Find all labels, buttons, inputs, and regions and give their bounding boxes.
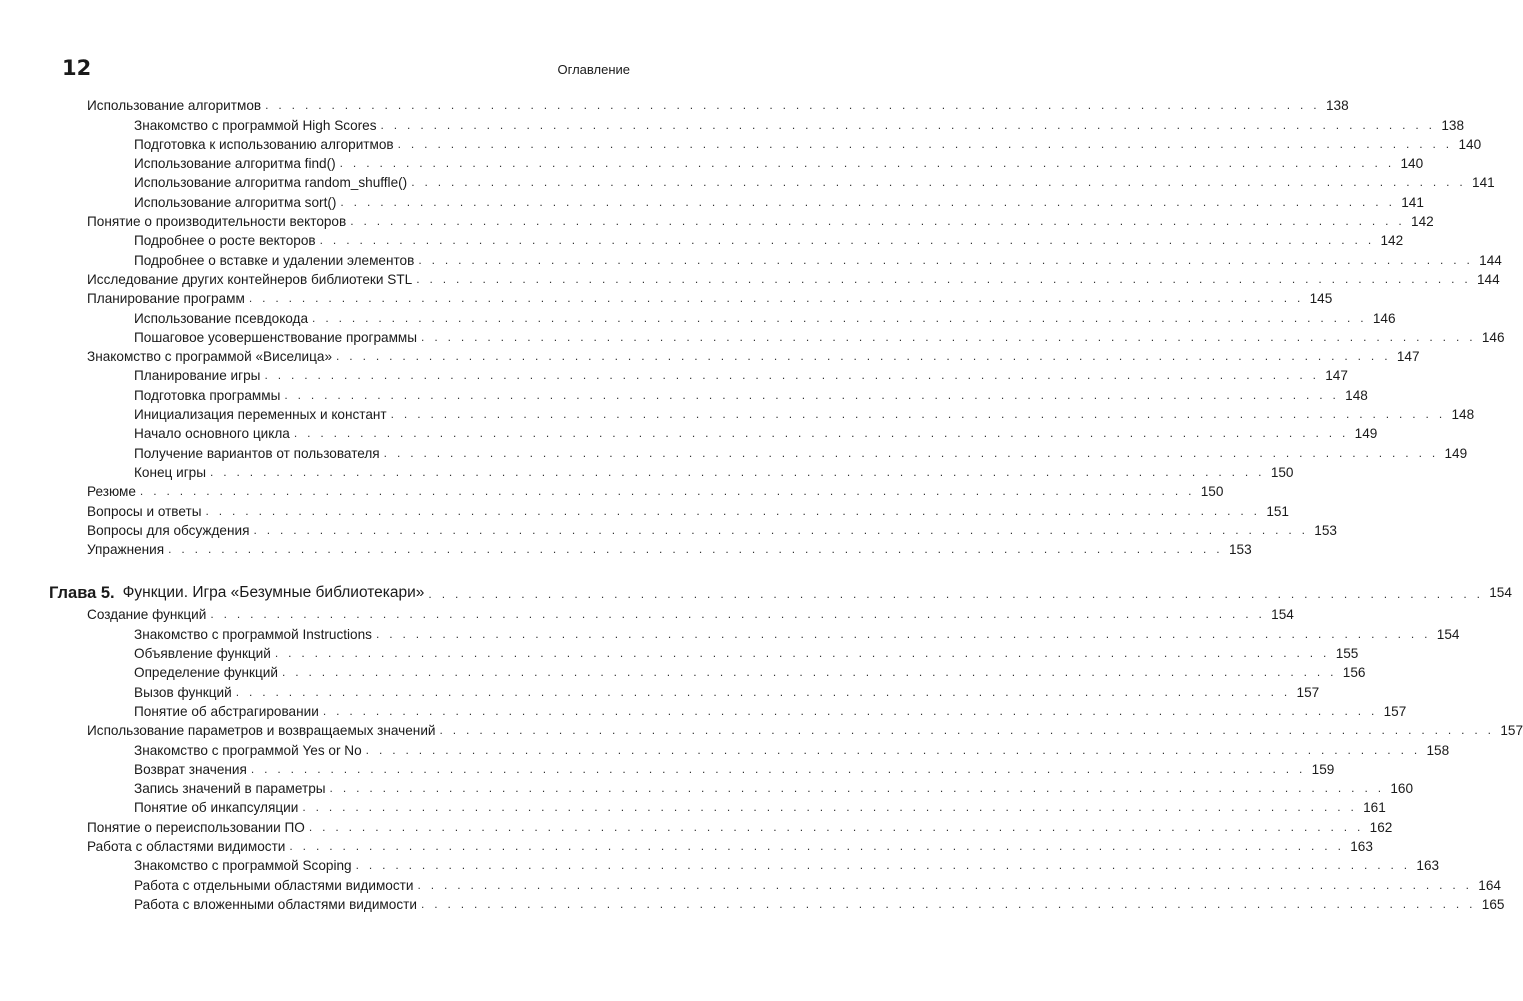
toc-entry-title: Пошаговое усовершенствование программы [134,329,418,345]
dot-leader: . . . . . . . . . . . . . . . . . . . . . . . . . . . . . . . . . . . . . . . . . . . . . . . . . . . . . . . . . . . . . . . . . . . . . . . . . . . . . . . . [375,626,1431,641]
toc-entry-page: 142 [1380,233,1404,249]
chapter-page: 154 [1489,585,1512,601]
toc-entry-page: 146 [1372,310,1396,326]
dot-leader: . . . . . . . . . . . . . . . . . . . . . . . . . . . . . . . . . . . . . . . . . . . . . . . . . . . . . . . . . . . . . . . . . . . . . . . . . . . . . . . . [439,723,1495,738]
table-of-contents [0,96,1523,914]
toc-entry-title: Понятие о производительности векторов [87,214,347,230]
toc-entry[interactable] [0,779,1414,798]
dot-leader: . . . . . . . . . . . . . . . . . . . . . . . . . . . . . . . . . . . . . . . . . . . . . . . . . . . . . . . . . . . . . . . . . . . . . . . . . . . . . . . . [139,484,1195,499]
toc-entry[interactable] [0,482,1224,501]
toc-entry-title: Возврат значения [134,761,247,777]
dot-leader: . . . . . . . . . . . . . . . . . . . . . . . . . . . . . . . . . . . . . . . . . . . . . . . . . . . . . . . . . . . . . . . . . . . . . . . . . . . . . . . . [418,252,1474,267]
dot-leader: . . . . . . . . . . . . . . . . . . . . . . . . . . . . . . . . . . . . . . . . . . . . . . . . . . . . . . . . . . . . . . . . . . . . . . . . . . . . . . . . [329,781,1385,796]
toc-entry[interactable] [0,895,1505,914]
toc-entry-page: 154 [1271,607,1294,623]
dot-leader: . . . . . . . . . . . . . . . . . . . . . . . . . . . . . . . . . . . . . . . . . . . . . . . . . . . . . . . . . . . . . . . . . . . . . . . . . . . . . . . . [281,665,1337,680]
toc-entry[interactable] [0,424,1378,443]
dot-leader: . . . . . . . . . . . . . . . . . . . . . . . . . . . . . . . . . . . . . . . . . . . . . . . . . . . . . . . . . . . . . . . . . . . . . . . . . . . . . . . . [365,742,1421,757]
dot-leader: . . . . . . . . . . . . . . . . . . . . . . . . . . . . . . . . . . . . . . . . . . . . . . . . . . . . . . . . . . . . . . . . . . . . . . . . . . . . . . . . [390,407,1446,422]
toc-entry-page: 163 [1416,858,1440,874]
toc-entry-title: Начало основного цикла [134,426,290,442]
dot-leader: . . . . . . . . . . . . . . . . . . . . . . . . . . . . . . . . . . . . . . . . . . . . . . . . . . . . . . . . . . . . . . . . . . . . . . . . . . . . . . . . [380,117,1436,132]
dot-leader: . . . . . . . . . . . . . . . . . . . . . . . . . . . . . . . . . . . . . . . . . . . . . . . . . . . . . . . . . . . . . . . . . . . . . . . . . . . . . . . . [235,684,1291,699]
toc-entry-page: 153 [1228,542,1252,558]
toc-entry-title: Использование алгоритма random_shuffle() [134,175,408,191]
dot-leader: . . . . . . . . . . . . . . . . . . . . . . . . . . . . . . . . . . . . . . . . . . . . . . . . . . . . . . . . . . . . . . . . . . . . . . . . . . . . . . . . [210,464,1265,479]
toc-entry-page: 160 [1390,781,1414,797]
dot-leader: . . . . . . . . . . . . . . . . . . . . . . . . . . . . . . . . . . . . . . . . . . . . . . . . . . . . . . . . . . . . . . . . . . . . . . . . . . . . . . . . [289,838,1345,853]
toc-entry-page: 164 [1478,877,1501,893]
toc-entry-title: Понятие о переиспользовании ПО [87,819,305,835]
toc-entry-title: Планирование программ [87,291,245,307]
toc-entry-page: 159 [1311,761,1335,777]
toc-entry-page: 158 [1426,742,1450,758]
dot-leader: . . . . . . . . . . . . . . . . . . . . . . . . . . . . . . . . . . . . . . . . . . . . . . . . . . . . . . . . . . . . . . . . . . . . . . . . . . . . . . . . [420,896,1476,911]
toc-entry-title: Работа с областями видимости [87,838,286,854]
toc-entry-page: 142 [1411,214,1434,230]
toc-entry-page: 147 [1325,368,1348,384]
toc-entry-title: Вызов функций [134,684,232,700]
toc-entry-title: Вопросы для обсуждения [87,522,250,538]
toc-entry-page: 141 [1401,194,1424,210]
dot-leader: . . . . . . . . . . . . . . . . . . . . . . . . . . . . . . . . . . . . . . . . . . . . . . . . . . . . . . . . . . . . . . . . . . . . . . . . . . . . . . . . [397,136,1453,151]
toc-entry-title: Подробнее о росте векторов [134,233,316,249]
toc-entry[interactable] [0,250,1502,269]
toc-entry-page: 162 [1369,819,1393,835]
toc-entry[interactable] [0,463,1294,482]
toc-entry-title: Знакомство с программой Yes or No [134,742,362,758]
toc-entry[interactable] [0,366,1348,385]
dot-leader: . . . . . . . . . . . . . . . . . . . . . . . . . . . . . . . . . . . . . . . . . . . . . . . . . . . . . . . . . . . . . . . . . . . . . . . . . . . . . . . . [293,426,1349,441]
toc-entry[interactable] [0,644,1359,663]
toc-entry-title: Объявление функций [134,646,271,662]
toc-entry-page: 157 [1296,684,1320,700]
toc-entry[interactable] [0,385,1368,404]
dot-leader: . . . . . . . . . . . . . . . . . . . . . . . . . . . . . . . . . . . . . . . . . . . . . . . . . . . . . . . . . . . . . . . . . . . . . . . . . . . . . . . . [248,291,1304,306]
toc-entry-title: Конец игры [134,464,206,480]
toc-entry[interactable] [0,96,1349,115]
toc-entry[interactable] [0,135,1482,154]
toc-entry[interactable] [0,875,1501,894]
toc-entry-title: Знакомство с программой High Scores [134,117,377,133]
toc-entry-page: 153 [1314,522,1337,538]
dot-leader: . . . . . . . . . . . . . . . . . . . . . . . . . . . . . . . . . . . . . . . . . . . . . . . . . . . . . . . . . . . . . . . . . . . . . . . . . . . . . . . . [355,858,1411,873]
dot-leader: . . . . . . . . . . . . . . . . . . . . . . . . . . . . . . . . . . . . . . . . . . . . . . . . . . . . . . . . . . . . . . . . . . . . . . . . . . . . . . . . [168,542,1223,557]
toc-entry-page: 144 [1477,271,1500,287]
toc-entry-page: 163 [1350,838,1373,854]
toc-entry[interactable] [0,347,1420,366]
toc-entry-page: 156 [1342,665,1366,681]
toc-entry[interactable] [0,154,1424,173]
toc-entry-title: Использование алгоритма sort() [134,194,337,210]
toc-entry-title: Понятие об абстрагировании [134,703,319,719]
dot-leader: . . . . . . . . . . . . . . . . . . . . . . . . . . . . . . . . . . . . . . . . . . . . . . . . . . . . . . . . . . . . . . . . . . . . . . . . . . . . . . . . [253,522,1309,537]
toc-entry-page: 150 [1200,484,1224,500]
dot-leader: . . . . . . . . . . . . . . . . . . . . . . . . . . . . . . . . . . . . . . . . . . . . . . . . . . . . . . . . . . . . . . . . . . . . . . . . . . . . . . . . [250,761,1306,776]
toc-entry-page: 140 [1458,136,1482,152]
toc-entry[interactable] [0,173,1495,192]
toc-entry[interactable] [0,501,1289,520]
dot-leader: . . . . . . . . . . . . . . . . . . . . . . . . . . . . . . . . . . . . . . . . . . . . . . . . . . . . . . . . . . . . . . . . . . . . . . . . . . . . . . . . [350,214,1406,229]
toc-entry-title: Определение функций [134,665,278,681]
toc-entry-title: Работа с вложенными областями видимости [134,896,417,912]
chapter-title: Функции. Игра «Безумные библиотекари» [122,584,425,602]
toc-entry-title: Знакомство с программой «Виселица» [87,349,333,365]
toc-entry[interactable] [0,605,1294,624]
page-number: 12 [62,56,92,80]
toc-entry-title: Упражнения [87,542,165,558]
toc-entry[interactable] [0,308,1396,327]
toc-entry-title: Использование алгоритма find() [134,156,336,172]
toc-entry-title: Использование алгоритмов [87,98,262,114]
dot-leader: . . . . . . . . . . . . . . . . . . . . . . . . . . . . . . . . . . . . . . . . . . . . . . . . . . . . . . . . . . . . . . . . . . . . . . . . . . . . . . . . [336,349,1391,364]
dot-leader: . . . . . . . . . . . . . . . . . . . . . . . . . . . . . . . . . . . . . . . . . . . . . . . . . . . . . . . . . . . . . . . . . . . . . . . . . . . . . . . . [416,271,1471,286]
toc-entry-title: Запись значений в параметры [134,781,326,797]
toc-entry-title: Вопросы и ответы [87,503,202,519]
toc-section-after [0,605,1523,914]
toc-entry[interactable] [0,663,1366,682]
toc-entry-page: 149 [1444,445,1468,461]
dot-leader: . . . . . . . . . . . . . . . . . . . . . . . . . . . . . . . . . . . . . . . . . . . . . . . . . . . . . . . . . . . . . . . . . . . . . . . . . . . . . . . . [421,329,1476,344]
toc-entry-page: 147 [1396,349,1420,365]
toc-entry-page: 145 [1309,291,1333,307]
toc-entry-title: Подробнее о вставке и удалении элементов [134,252,415,268]
toc-entry[interactable] [0,540,1252,559]
toc-entry[interactable] [0,702,1407,721]
toc-entry-page: 149 [1354,426,1378,442]
toc-entry-title: Знакомство с программой Instructions [134,626,372,642]
toc-entry[interactable] [0,443,1468,462]
toc-entry[interactable] [0,682,1320,701]
running-title: Оглавление [557,62,630,77]
toc-entry[interactable] [0,270,1500,289]
toc-entry-page: 157 [1383,703,1407,719]
toc-entry[interactable] [0,624,1460,643]
dot-leader: . . . . . . . . . . . . . . . . . . . . . . . . . . . . . . . . . . . . . . . . . . . . . . . . . . . . . . . . . . . . . . . . . . . . . . . . . . . . . . . . [339,156,1395,171]
toc-entry-title: Использование параметров и возвращаемых значений [87,723,436,739]
toc-entry-title: Использование псевдокода [134,310,309,326]
toc-entry-title: Резюме [87,484,136,500]
dot-leader: . . . . . . . . . . . . . . . . . . . . . . . . . . . . . . . . . . . . . . . . . . . . . . . . . . . . . . . . . . . . . . . . . . . . . . . . . . . . . . . . [319,233,1375,248]
toc-entry-title: Подготовка программы [134,387,281,403]
dot-leader: . . . . . . . . . . . . . . . . . . . . . . . . . . . . . . . . . . . . . . . . . . . . . . . . . . . . . . . . . . . . . . . . . . . . . . . . . . . . . . . . [417,877,1473,892]
toc-entry[interactable] [0,856,1440,875]
toc-entry[interactable] [0,231,1404,250]
dot-leader: . . . . . . . . . . . . . . . . . . . . . . . . . . . . . . . . . . . . . . . . . . . . . . . . . . . . . . . . . . . . . . . . . . . . . . . . . . . . . . . . [383,445,1439,460]
toc-entry-page: 146 [1481,329,1505,345]
toc-entry-page: 154 [1436,626,1460,642]
toc-entry-page: 138 [1325,98,1349,114]
chapter-label: Глава 5. [49,584,115,603]
toc-entry[interactable] [0,192,1424,211]
toc-entry[interactable] [0,798,1386,817]
toc-entry[interactable] [0,521,1337,540]
toc-entry[interactable] [0,740,1450,759]
toc-entry-title: Исследование других контейнеров библиотеки STL [87,271,413,287]
dot-leader: . . . . . . . . . . . . . . . . . . . . . . . . . . . . . . . . . . . . . . . . . . . . . . . . . . . . . . . . . . . . . . . . . . . . . . . . . . . . . . . . [428,587,1484,602]
toc-entry-page: 165 [1481,896,1505,912]
dot-leader: . . . . . . . . . . . . . . . . . . . . . . . . . . . . . . . . . . . . . . . . . . . . . . . . . . . . . . . . . . . . . . . . . . . . . . . . . . . . . . . . [302,800,1358,815]
toc-entry[interactable] [0,817,1393,836]
toc-entry-title: Понятие об инкапсуляции [134,800,299,816]
dot-leader: . . . . . . . . . . . . . . . . . . . . . . . . . . . . . . . . . . . . . . . . . . . . . . . . . . . . . . . . . . . . . . . . . . . . . . . . . . . . . . . . [264,368,1320,383]
chapter-heading[interactable] [0,573,1512,605]
toc-entry-page: 157 [1500,723,1523,739]
dot-leader: . . . . . . . . . . . . . . . . . . . . . . . . . . . . . . . . . . . . . . . . . . . . . . . . . . . . . . . . . . . . . . . . . . . . . . . . . . . . . . . . [411,175,1467,190]
toc-entry-page: 144 [1479,252,1502,268]
dot-leader: . . . . . . . . . . . . . . . . . . . . . . . . . . . . . . . . . . . . . . . . . . . . . . . . . . . . . . . . . . . . . . . . . . . . . . . . . . . . . . . . [265,98,1320,113]
toc-entry-page: 150 [1270,464,1294,480]
toc-entry-page: 161 [1363,800,1386,816]
dot-leader: . . . . . . . . . . . . . . . . . . . . . . . . . . . . . . . . . . . . . . . . . . . . . . . . . . . . . . . . . . . . . . . . . . . . . . . . . . . . . . . . [340,194,1396,209]
toc-entry-page: 138 [1441,117,1465,133]
toc-entry-page: 148 [1345,387,1368,403]
toc-entry-page: 140 [1400,156,1424,172]
toc-entry-title: Создание функций [87,607,207,623]
toc-section-before [0,96,1505,559]
toc-entry-page: 155 [1335,646,1359,662]
toc-entry[interactable] [0,721,1523,740]
toc-entry[interactable] [0,328,1505,347]
toc-entry-page: 148 [1451,407,1475,423]
toc-entry[interactable] [0,405,1475,424]
toc-entry-title: Знакомство с программой Scoping [134,858,352,874]
dot-leader: . . . . . . . . . . . . . . . . . . . . . . . . . . . . . . . . . . . . . . . . . . . . . . . . . . . . . . . . . . . . . . . . . . . . . . . . . . . . . . . . [322,703,1378,718]
toc-entry-page: 141 [1472,175,1495,191]
toc-entry-title: Инициализация переменных и констант [134,407,387,423]
toc-entry[interactable] [0,289,1333,308]
toc-entry-title: Подготовка к использованию алгоритмов [134,136,394,152]
toc-entry-page: 151 [1266,503,1289,519]
dot-leader: . . . . . . . . . . . . . . . . . . . . . . . . . . . . . . . . . . . . . . . . . . . . . . . . . . . . . . . . . . . . . . . . . . . . . . . . . . . . . . . . [308,819,1364,834]
dot-leader: . . . . . . . . . . . . . . . . . . . . . . . . . . . . . . . . . . . . . . . . . . . . . . . . . . . . . . . . . . . . . . . . . . . . . . . . . . . . . . . . [210,607,1266,622]
dot-leader: . . . . . . . . . . . . . . . . . . . . . . . . . . . . . . . . . . . . . . . . . . . . . . . . . . . . . . . . . . . . . . . . . . . . . . . . . . . . . . . . [312,310,1367,325]
toc-entry-title: Работа с отдельными областями видимости [134,877,414,893]
toc-entry[interactable] [0,760,1335,779]
toc-entry[interactable] [0,212,1434,231]
dot-leader: . . . . . . . . . . . . . . . . . . . . . . . . . . . . . . . . . . . . . . . . . . . . . . . . . . . . . . . . . . . . . . . . . . . . . . . . . . . . . . . . [284,387,1340,402]
toc-entry[interactable] [0,115,1465,134]
dot-leader: . . . . . . . . . . . . . . . . . . . . . . . . . . . . . . . . . . . . . . . . . . . . . . . . . . . . . . . . . . . . . . . . . . . . . . . . . . . . . . . . [205,503,1261,518]
dot-leader: . . . . . . . . . . . . . . . . . . . . . . . . . . . . . . . . . . . . . . . . . . . . . . . . . . . . . . . . . . . . . . . . . . . . . . . . . . . . . . . . [274,646,1330,661]
toc-entry[interactable] [0,837,1373,856]
toc-entry-title: Планирование игры [134,368,261,384]
toc-entry-title: Получение вариантов от пользователя [134,445,380,461]
